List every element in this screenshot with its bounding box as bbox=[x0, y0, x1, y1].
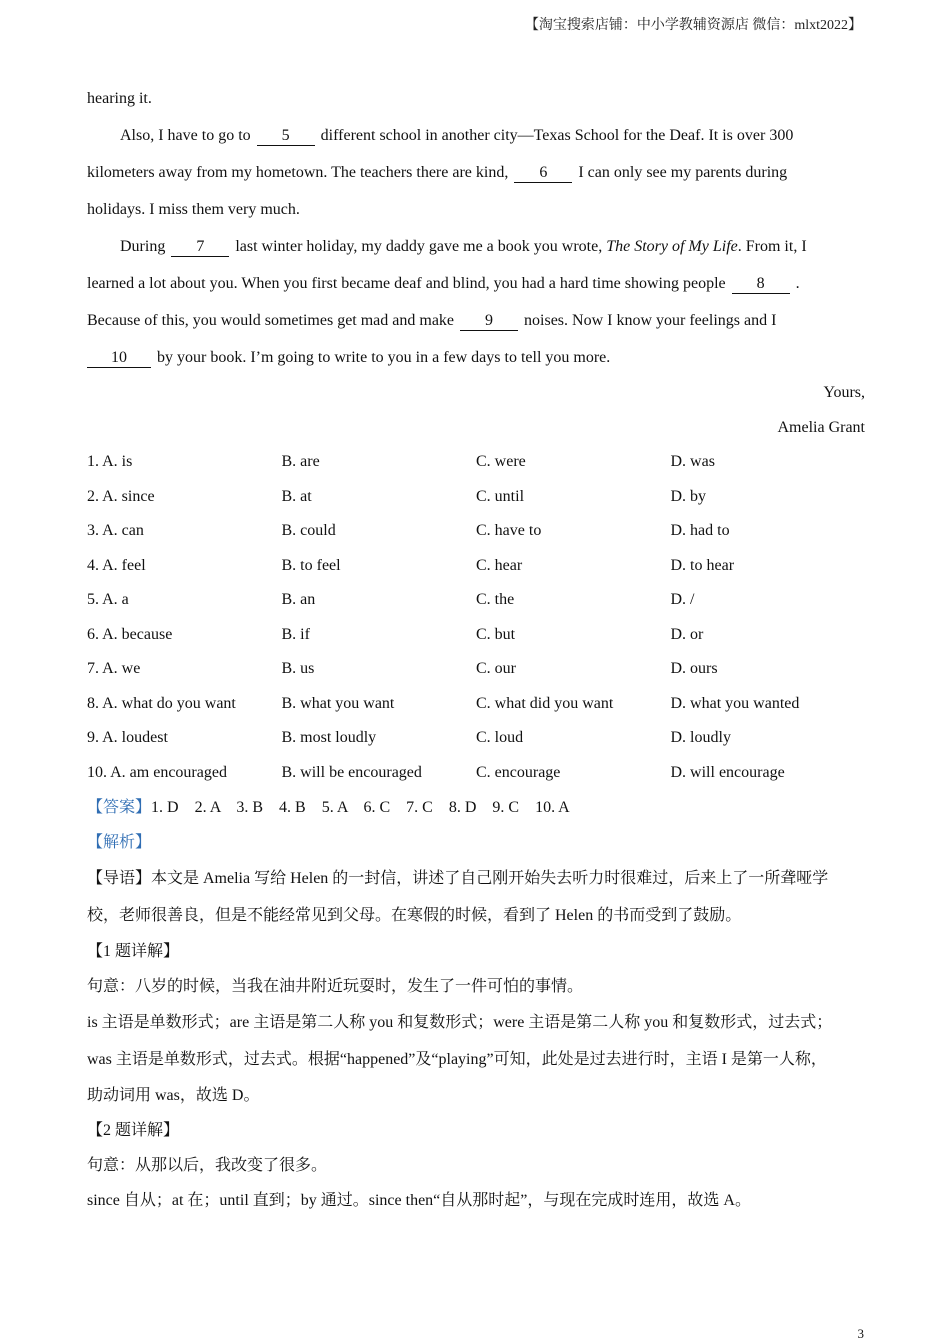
q1-line-3: was 主语是单数形式，过去式。根据“happened”及“playing”可知，此处是过去进行时，主语 I 是第一人称， bbox=[87, 1051, 827, 1068]
answer-line bbox=[87, 790, 865, 825]
option-choice: C. hear bbox=[476, 556, 523, 574]
text: . bbox=[795, 275, 800, 292]
q1-heading: 【1 题详解】 bbox=[87, 943, 180, 960]
option-choice: D. / bbox=[670, 591, 695, 608]
blank-10: 10 bbox=[87, 349, 151, 368]
option-choice: B. an bbox=[281, 591, 316, 608]
book-title: The Story of My Life bbox=[606, 238, 738, 255]
intro-line-2: 校，老师很善良，但是不能经常见到父母。在寒假的时候，看到了 Helen 的书而受到了鼓励。 bbox=[87, 907, 742, 924]
q1-line-2: is 主语是单数形式；are 主语是第二人称 you 和复数形式；were 主语是第二人称 you 和复数形式，过去式； bbox=[87, 1014, 833, 1031]
blank-9: 9 bbox=[460, 312, 518, 331]
option-row bbox=[87, 721, 865, 756]
page-number: 3 bbox=[857, 1326, 864, 1341]
option-choice: 4. A. feel bbox=[87, 556, 146, 574]
text: Because of this, you would sometimes get mad and make bbox=[87, 312, 455, 329]
option-choice: C. until bbox=[476, 487, 525, 505]
option-choice: D. had to bbox=[670, 522, 730, 539]
option-choice: 10. A. am encouraged bbox=[87, 763, 227, 781]
option-choice: C. what did you want bbox=[476, 694, 614, 712]
text: Also, I have to go to bbox=[120, 127, 251, 144]
text: noises. Now I know your feelings and I bbox=[524, 312, 777, 329]
q1-line-1: 句意：八岁的时候，当我在油井附近玩耍时，发生了一件可怕的事情。 bbox=[87, 978, 584, 995]
shop-header-note: 【淘宝搜索店铺：中小学教辅资源店 微信：mlxt2022】 bbox=[524, 18, 862, 33]
text: hearing it. bbox=[87, 90, 152, 107]
option-choice: D. what you wanted bbox=[670, 694, 800, 712]
option-choice: B. will be encouraged bbox=[281, 763, 422, 781]
letter-line bbox=[87, 80, 865, 117]
analysis-label: 【解析】 bbox=[87, 834, 152, 851]
letter-signature: Amelia Grant bbox=[777, 419, 865, 436]
letter-line bbox=[87, 339, 865, 376]
option-choice: D. was bbox=[670, 453, 715, 470]
option-choice: B. are bbox=[281, 453, 320, 470]
option-row bbox=[87, 445, 865, 480]
option-row bbox=[87, 618, 865, 653]
blank-5: 5 bbox=[257, 127, 315, 146]
text: During bbox=[120, 238, 166, 255]
option-choice: C. but bbox=[476, 625, 516, 643]
q2-line-2: since 自从；at 在；until 直到；by 通过。since then“自从那时起”，与现在完成时连用，故选 A。 bbox=[87, 1192, 751, 1209]
option-choice: C. our bbox=[476, 660, 516, 677]
blank-6: 6 bbox=[514, 164, 572, 183]
option-row bbox=[87, 652, 865, 687]
option-choice: C. loud bbox=[476, 729, 524, 746]
option-choice: 5. A. a bbox=[87, 591, 129, 608]
option-choice: B. if bbox=[281, 625, 310, 643]
option-choice: 3. A. can bbox=[87, 522, 144, 539]
q2-heading: 【2 题详解】 bbox=[87, 1122, 180, 1139]
document-body bbox=[87, 80, 865, 1218]
option-choice: D. ours bbox=[670, 660, 718, 677]
letter-line bbox=[87, 302, 865, 339]
option-choice: C. were bbox=[476, 453, 526, 470]
text: kilometers away from my hometown. The teachers there are kind, bbox=[87, 164, 509, 181]
letter-line bbox=[87, 191, 865, 228]
blank-7: 7 bbox=[171, 238, 229, 257]
letter-line bbox=[87, 228, 865, 265]
option-choice: B. could bbox=[281, 522, 336, 539]
blank-8: 8 bbox=[732, 275, 790, 294]
option-choice: C. the bbox=[476, 591, 515, 608]
option-choice: B. us bbox=[281, 660, 315, 677]
letter-line bbox=[87, 117, 865, 154]
option-choice: 9. A. loudest bbox=[87, 729, 168, 746]
intro-line-1: 【导语】本文是 Amelia 写给 Helen 的一封信，讲述了自己刚开始失去听力时很难过，后来上了一所聋哑学 bbox=[87, 870, 829, 887]
option-choice: D. to hear bbox=[670, 556, 735, 574]
text: different school in another city—Texas School for the Deaf. It is over 300 bbox=[320, 127, 794, 144]
option-choice: B. most loudly bbox=[281, 729, 377, 746]
answer-text: 1. D 2. A 3. B 4. B 5. A 6. C 7. C 8. D 9. C 10. A bbox=[151, 799, 570, 816]
option-row bbox=[87, 583, 865, 618]
text: I can only see my parents during bbox=[578, 164, 788, 181]
analysis-label-line bbox=[87, 825, 865, 860]
text: by your book. I’m going to write to you in a few days to tell you more. bbox=[157, 349, 611, 366]
option-choice: D. by bbox=[670, 487, 707, 505]
option-choice: D. loudly bbox=[670, 729, 731, 746]
option-choice: 8. A. what do you want bbox=[87, 694, 236, 712]
text: last winter holiday, my daddy gave me a book you wrote, bbox=[235, 238, 603, 255]
answer-label: 【答案】 bbox=[87, 799, 152, 816]
text: . From it, I bbox=[737, 238, 807, 255]
option-choice: B. what you want bbox=[281, 694, 395, 712]
option-row bbox=[87, 480, 865, 515]
option-choice: 7. A. we bbox=[87, 660, 141, 677]
text: holidays. I miss them very much. bbox=[87, 201, 300, 218]
option-row bbox=[87, 549, 865, 584]
letter-line bbox=[87, 154, 865, 191]
option-choice: C. have to bbox=[476, 522, 542, 539]
options-table bbox=[87, 445, 865, 790]
option-choice: B. at bbox=[281, 487, 312, 505]
option-choice: 2. A. since bbox=[87, 487, 155, 505]
text: learned a lot about you. When you first became deaf and blind, you had a hard time showing people bbox=[87, 275, 726, 292]
letter-line bbox=[87, 265, 865, 302]
option-row bbox=[87, 687, 865, 722]
option-choice: 1. A. is bbox=[87, 453, 133, 470]
option-row bbox=[87, 756, 865, 791]
option-choice: C. encourage bbox=[476, 763, 561, 781]
letter-closing: Yours, bbox=[823, 384, 865, 401]
option-choice: D. or bbox=[670, 625, 704, 643]
option-choice: B. to feel bbox=[281, 556, 341, 574]
option-row bbox=[87, 514, 865, 549]
option-choice: 6. A. because bbox=[87, 625, 173, 643]
q1-line-4: 助动词用 was，故选 D。 bbox=[87, 1087, 260, 1104]
q2-line-1: 句意：从那以后，我改变了很多。 bbox=[87, 1157, 328, 1174]
option-choice: D. will encourage bbox=[670, 763, 785, 781]
